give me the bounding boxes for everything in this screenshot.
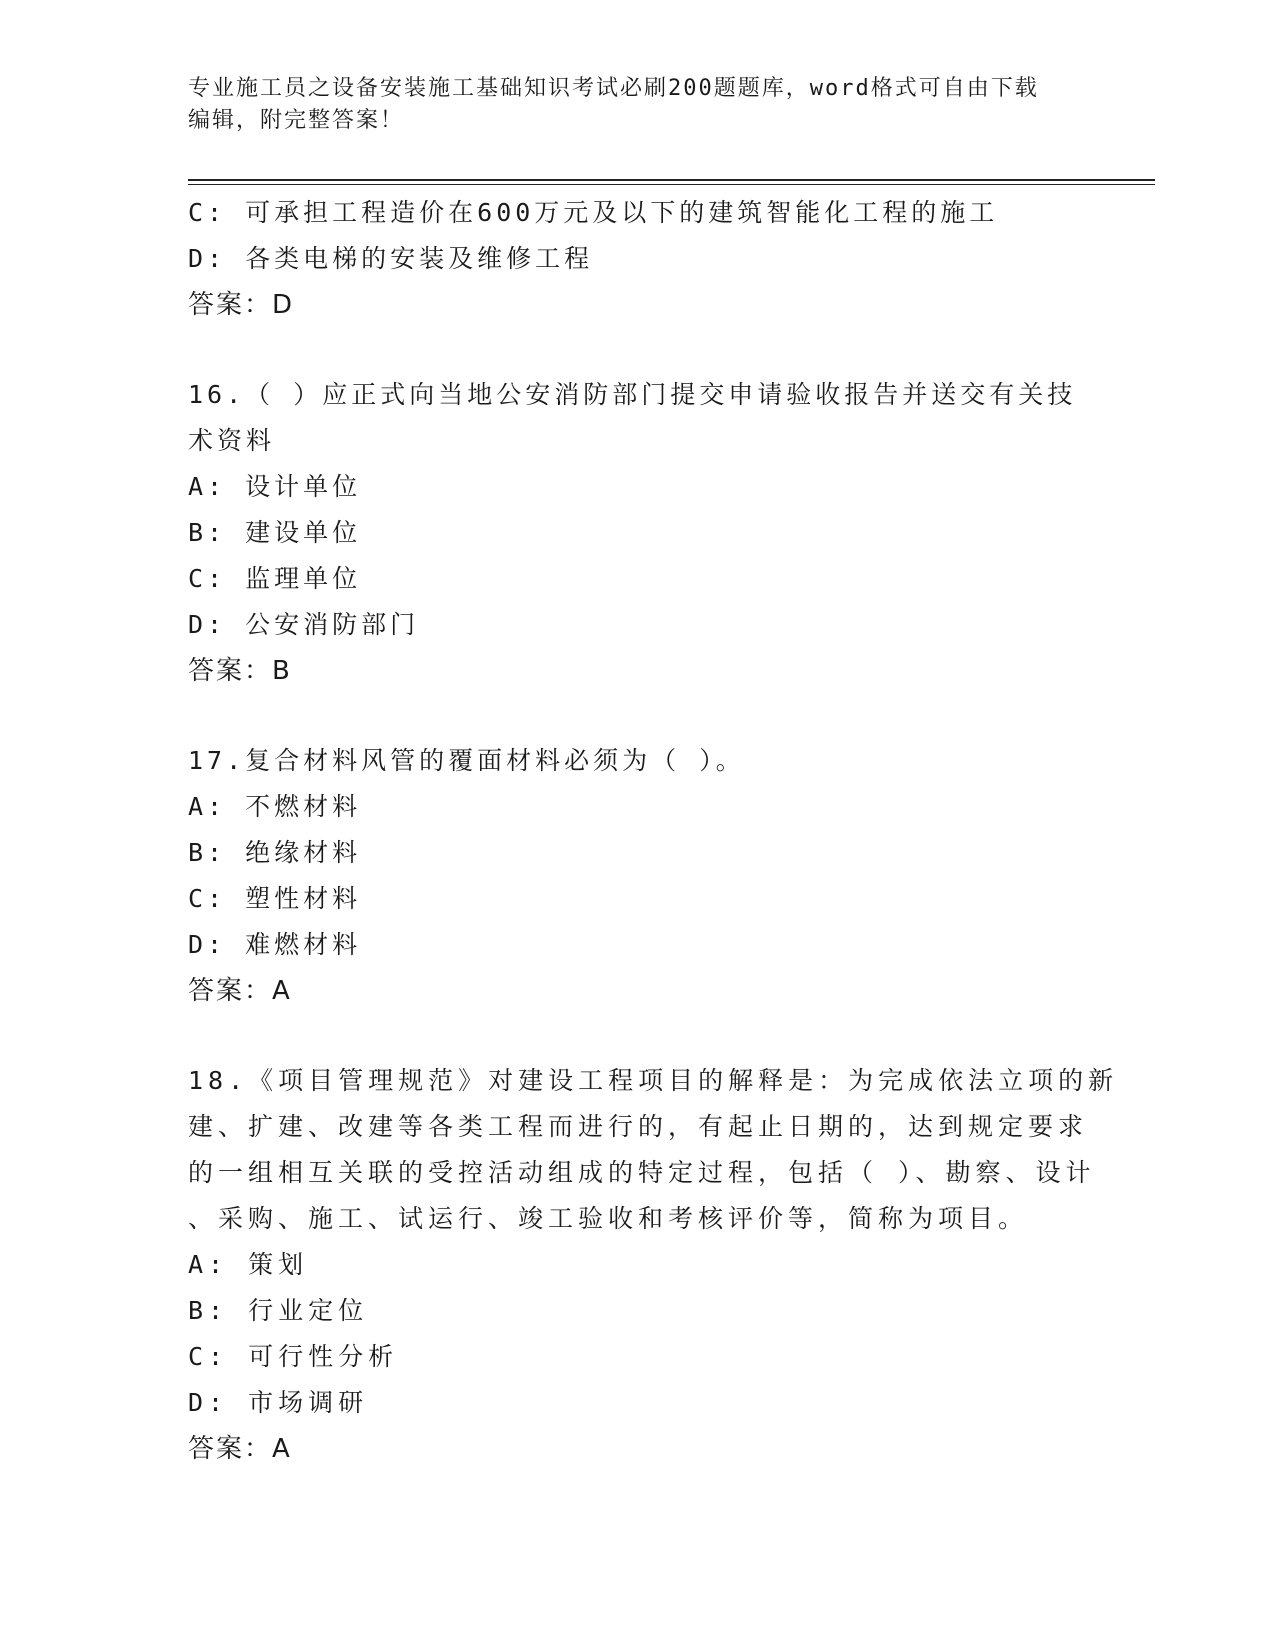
header-divider-thick (188, 179, 1155, 181)
header-divider-thin (188, 184, 1155, 185)
question-content (188, 190, 1119, 1472)
option-d: D: 难燃材料 (188, 930, 362, 959)
option-a: A: 不燃材料 (188, 792, 362, 821)
question-17 (188, 738, 1088, 1014)
option-c: C: 可承担工程造价在600万元及以下的建筑智能化工程的施工 (188, 198, 999, 227)
question-stem: 术资料 (188, 426, 276, 455)
question-15-continuation (188, 190, 1088, 328)
header-title-line-1: 专业施工员之设备安装施工基础知识考试必刷200题题库，word格式可自由下载 (188, 76, 1039, 101)
spacer (188, 1014, 1088, 1058)
answer-line: 答案：A (188, 1434, 292, 1464)
header-title-line-2: 编辑，附完整答案！ (188, 108, 405, 133)
option-b: B: 行业定位 (188, 1296, 369, 1325)
option-c: C: 监理单位 (188, 564, 362, 593)
question-stem: 18.《项目管理规范》对建设工程项目的解释是：为完成依法立项的新 (188, 1066, 1119, 1095)
question-stem: 16.（ ）应正式向当地公安消防部门提交申请验收报告并送交有关技 (188, 380, 1077, 409)
question-18 (188, 1058, 1119, 1472)
spacer (188, 328, 1088, 372)
option-b: B: 建设单位 (188, 518, 362, 547)
question-stem: 17.复合材料风管的覆面材料必须为（ ）。 (188, 746, 745, 775)
option-d: D: 市场调研 (188, 1388, 369, 1417)
option-d: D: 各类电梯的安装及维修工程 (188, 244, 594, 273)
option-a: A: 策划 (188, 1250, 309, 1279)
option-a: A: 设计单位 (188, 472, 362, 501)
answer-line: 答案：B (188, 656, 292, 686)
answer-line: 答案：A (188, 976, 292, 1006)
option-c: C: 可行性分析 (188, 1342, 399, 1371)
option-b: B: 绝缘材料 (188, 838, 362, 867)
question-stem: 的一组相互关联的受控活动组成的特定过程，包括（ ）、勘察、设计 (188, 1158, 1096, 1187)
answer-line: 答案：D (188, 290, 295, 320)
option-c: C: 塑性材料 (188, 884, 362, 913)
spacer (188, 694, 1088, 738)
document-header (188, 73, 1088, 137)
question-stem: 、采购、施工、试运行、竣工验收和考核评价等，简称为项目。 (188, 1204, 1029, 1233)
question-16 (188, 372, 1088, 694)
option-d: D: 公安消防部门 (188, 610, 420, 639)
question-stem: 建、扩建、改建等各类工程而进行的，有起止日期的，达到规定要求 (188, 1112, 1089, 1141)
